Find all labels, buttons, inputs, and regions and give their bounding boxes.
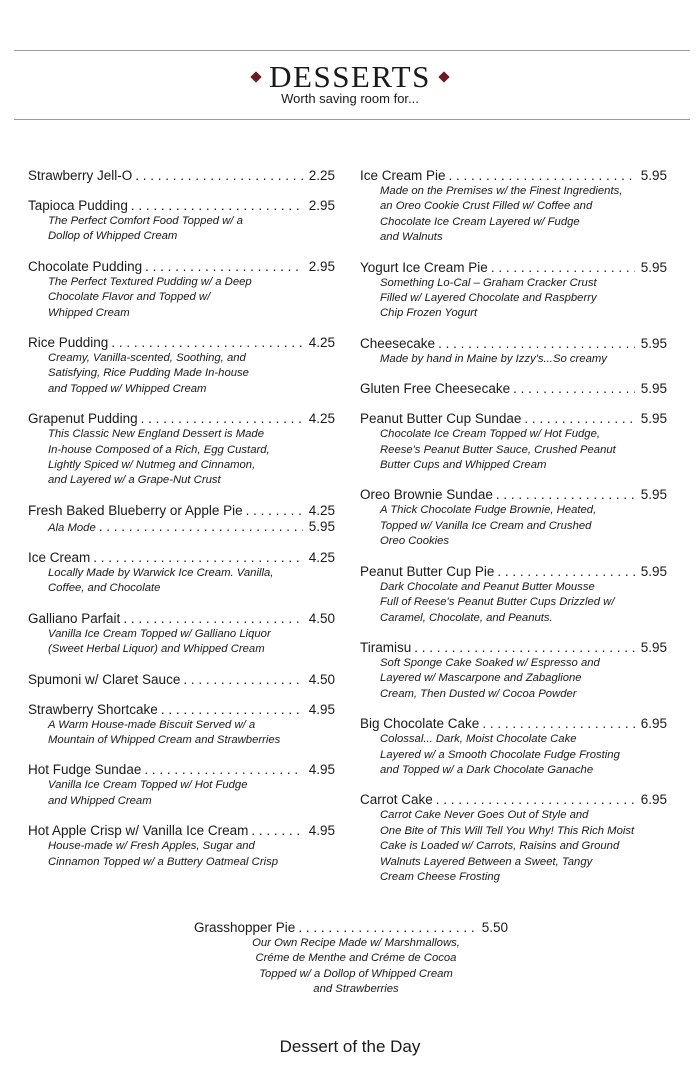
right-menu-column xyxy=(360,168,667,899)
dot-leader xyxy=(449,168,635,184)
desc-line: Creamy, Vanilla-scented, Soothing, and xyxy=(48,352,246,365)
item-name: Ice Cream Pie xyxy=(360,168,446,183)
dot-leader xyxy=(436,792,635,808)
menu-item-cheesecake xyxy=(360,336,667,367)
item-name: Tiramisu xyxy=(360,639,412,655)
item-row xyxy=(360,381,667,397)
top-divider xyxy=(14,50,690,51)
menu-item-spumoni-w-claret-sauce xyxy=(28,672,335,688)
item-price: 4.50 xyxy=(308,610,335,626)
dot-leader xyxy=(298,920,475,936)
item-description xyxy=(360,184,667,246)
item-row xyxy=(28,762,335,778)
desc-line: and Whipped Cream xyxy=(48,794,152,807)
item-name: Chocolate Pudding xyxy=(28,258,143,274)
menu-item-peanut-butter-cup-sundae xyxy=(360,411,667,473)
item-name: Ice Cream xyxy=(28,549,91,565)
menu-item-tapioca-pudding xyxy=(28,198,335,245)
page-subtitle: Worth saving room for... xyxy=(281,91,419,106)
item-description xyxy=(360,732,667,778)
item-row xyxy=(28,702,335,718)
desc-line: Chocolate Flavor and Topped w/ xyxy=(48,291,211,304)
item-row xyxy=(360,336,667,352)
menu-item-chocolate-pudding xyxy=(28,259,335,321)
menu-item-tiramisu xyxy=(360,640,667,702)
item-name: Carrot Cake xyxy=(360,792,433,808)
menu-item-grasshopper-pie xyxy=(194,920,508,998)
desc-line: Caramel, Chocolate, and Peanuts. xyxy=(380,611,553,624)
dot-leader xyxy=(496,487,635,503)
item-name: Strawberry Jell-O xyxy=(28,168,133,183)
desc-line: and Walnuts xyxy=(380,231,443,244)
dot-leader xyxy=(131,198,303,214)
item-name: Rice Pudding xyxy=(28,335,109,351)
dot-leader xyxy=(183,672,302,688)
menu-item-fresh-baked-blueberry-or-apple-pie xyxy=(28,503,335,536)
item-description xyxy=(28,275,335,321)
desc-line: and Strawberries xyxy=(313,983,399,996)
item-price: 4.50 xyxy=(308,671,335,687)
item-row xyxy=(360,640,667,656)
desc-line: Cream Cheese Frosting xyxy=(380,870,500,883)
item-row xyxy=(360,792,667,808)
item-row xyxy=(28,611,335,627)
item-price: 4.25 xyxy=(308,335,335,351)
item-description xyxy=(28,351,335,397)
item-name: Strawberry Shortcake xyxy=(28,701,158,717)
menu-item-strawberry-jell-o xyxy=(28,168,335,184)
item-row xyxy=(28,503,335,519)
menu-item-ice-cream xyxy=(28,550,335,597)
item-name: Hot Fudge Sundae xyxy=(28,762,142,778)
dot-leader xyxy=(513,381,635,397)
menu-item-strawberry-shortcake xyxy=(28,702,335,749)
desc-line: Locally Made by Warwick Ice Cream. Vanilla, xyxy=(48,566,274,579)
menu-item-rice-pudding xyxy=(28,335,335,397)
desc-line: Cream, Then Dusted w/ Cocoa Powder xyxy=(380,687,577,700)
item-row xyxy=(360,564,667,580)
bottom-divider xyxy=(14,119,690,120)
item-name: Big Chocolate Cake xyxy=(360,716,480,732)
item-name: Peanut Butter Cup Sundae xyxy=(360,411,522,427)
dot-leader xyxy=(246,503,303,519)
item-price: 4.95 xyxy=(308,823,335,839)
left-menu-column xyxy=(28,168,335,884)
item-price: 4.25 xyxy=(308,549,335,565)
desc-line: Soft Sponge Cake Soaked w/ Espresso and xyxy=(380,656,600,669)
desc-line: The Perfect Comfort Food Topped w/ a xyxy=(48,215,243,227)
menu-item-hot-fudge-sundae xyxy=(28,762,335,809)
item-price: 5.95 xyxy=(640,487,667,503)
item-description xyxy=(204,936,508,998)
dot-leader xyxy=(438,336,635,352)
item-description xyxy=(360,808,667,885)
dot-leader xyxy=(251,823,302,839)
desc-line: The Perfect Textured Pudding w/ a Deep xyxy=(48,275,252,288)
item-name: Oreo Brownie Sundae xyxy=(360,487,493,503)
item-description xyxy=(28,566,335,597)
item-row xyxy=(28,198,335,214)
item-row xyxy=(28,335,335,351)
desc-line: Oreo Cookies xyxy=(380,535,450,548)
item-row xyxy=(28,550,335,566)
menu-item-oreo-brownie-sundae xyxy=(360,487,667,549)
dessert-of-the-day: Dessert of the Day xyxy=(279,1037,421,1056)
desc-line: Whipped Cream xyxy=(48,306,130,319)
item-name: Galliano Parfait xyxy=(28,610,121,626)
desc-line: (Sweet Herbal Liquor) and Whipped Cream xyxy=(48,643,265,656)
item-alt-price: 5.95 xyxy=(308,518,335,534)
left-diamond-icon xyxy=(250,71,261,82)
desc-line: House-made w/ Fresh Apples, Sugar and xyxy=(48,840,255,853)
page-title: DESSERTS xyxy=(269,59,431,94)
desc-line: Our Own Recipe Made w/ Marshmallows, xyxy=(252,937,460,949)
dot-leader xyxy=(414,640,634,656)
item-row xyxy=(360,411,667,427)
item-price: 2.95 xyxy=(308,258,335,274)
desc-line: Coffee, and Chocolate xyxy=(48,582,161,595)
dot-leader xyxy=(144,762,302,778)
menu-item-carrot-cake xyxy=(360,792,667,885)
desc-line: Made on the Premises w/ the Finest Ingredients, xyxy=(380,185,623,197)
item-row xyxy=(28,823,335,839)
dot-leader xyxy=(482,716,634,732)
desc-line: Full of Reese's Peanut Butter Cups Drizzled w/ xyxy=(380,596,615,609)
desc-line: One Bite of This Will Tell You Why! This Rich Moist xyxy=(380,824,635,837)
item-price: 5.95 xyxy=(640,411,667,427)
desc-line: Layered w/ Mascarpone and Zabaglione xyxy=(380,672,582,685)
desc-line: Lightly Spiced w/ Nutmeg and Cinnamon, xyxy=(48,459,256,472)
menu-item-gluten-free-cheesecake xyxy=(360,381,667,397)
dot-leader xyxy=(491,260,635,276)
item-price: 5.95 xyxy=(640,563,667,579)
desc-line: Topped w/ a Dollop of Whipped Cream xyxy=(259,967,453,980)
desc-line: Satisfying, Rice Pudding Made In-house xyxy=(48,367,249,380)
item-price: 2.25 xyxy=(308,168,335,183)
desc-line: In-house Composed of a Rich, Egg Custard, xyxy=(48,443,270,456)
item-name: Grasshopper Pie xyxy=(194,920,296,935)
item-price: 5.95 xyxy=(640,335,667,351)
desc-line: and Topped w/ Whipped Cream xyxy=(48,382,207,395)
menu-item-ice-cream-pie xyxy=(360,168,667,246)
dot-leader xyxy=(135,168,302,184)
item-description xyxy=(28,427,335,489)
item-price: 5.95 xyxy=(640,381,667,397)
item-description xyxy=(360,580,667,626)
desc-line: Butter Cups and Whipped Cream xyxy=(380,459,547,472)
title-row xyxy=(0,60,700,94)
item-alt-name: Ala Mode xyxy=(48,521,96,534)
item-name: Peanut Butter Cup Pie xyxy=(360,563,495,579)
item-price: 5.95 xyxy=(640,259,667,275)
desc-line: Chip Frozen Yogurt xyxy=(380,307,478,320)
item-row xyxy=(360,260,667,276)
desc-line: Mountain of Whipped Cream and Strawberries xyxy=(48,733,281,746)
desc-line: an Oreo Cookie Crust Filled w/ Coffee and xyxy=(380,200,593,213)
desc-line: Chocolate Ice Cream Topped w/ Hot Fudge, xyxy=(380,428,600,441)
item-name: Hot Apple Crisp w/ Vanilla Ice Cream xyxy=(28,823,249,839)
item-description xyxy=(28,778,335,809)
desc-line: and Layered w/ a Grape-Nut Crust xyxy=(48,474,221,487)
desc-line: Something Lo-Cal – Graham Cracker Crust xyxy=(380,276,597,289)
menu-item-yogurt-ice-cream-pie xyxy=(360,260,667,322)
dot-leader xyxy=(111,335,302,351)
item-name: Fresh Baked Blueberry or Apple Pie xyxy=(28,502,243,518)
item-price: 4.95 xyxy=(308,762,335,778)
item-row xyxy=(360,716,667,732)
desc-line: Cake is Loaded w/ Carrots, Raisins and Ground xyxy=(380,840,620,853)
item-name: Spumoni w/ Claret Sauce xyxy=(28,671,181,687)
desc-line: Vanilla Ice Cream Topped w/ Galliano Liquor xyxy=(48,627,271,640)
menu-header xyxy=(0,60,700,106)
item-name: Tapioca Pudding xyxy=(28,198,128,213)
item-name: Gluten Free Cheesecake xyxy=(360,381,511,397)
item-description xyxy=(28,627,335,658)
item-description xyxy=(360,656,667,702)
item-row xyxy=(360,487,667,503)
item-description xyxy=(360,352,667,367)
item-price: 6.95 xyxy=(640,792,667,808)
dot-leader xyxy=(123,611,302,627)
desc-line: Reese's Peanut Butter Sauce, Crushed Peanut xyxy=(380,443,616,456)
item-row xyxy=(28,259,335,275)
desc-line: Layered w/ a Smooth Chocolate Fudge Frosting xyxy=(380,748,620,761)
desc-line: Cinnamon Topped w/ a Buttery Oatmeal Crisp xyxy=(48,855,279,868)
item-description xyxy=(28,214,335,245)
dot-leader xyxy=(524,411,634,427)
menu-item-hot-apple-crisp-w-vanilla-ice-cream xyxy=(28,823,335,870)
item-row xyxy=(28,672,335,688)
item-name: Cheesecake xyxy=(360,335,436,351)
desc-line: Walnuts Layered Between a Sweet, Tangy xyxy=(380,855,593,868)
desc-line: Dark Chocolate and Peanut Butter Mousse xyxy=(380,580,595,593)
menu-item-galliano-parfait xyxy=(28,611,335,658)
desc-line: Made by hand in Maine by Izzy's...So creamy xyxy=(380,352,607,365)
item-description xyxy=(28,839,335,870)
item-row xyxy=(28,411,335,427)
item-price: 6.95 xyxy=(640,716,667,732)
item-row xyxy=(28,168,335,184)
desc-line: Carrot Cake Never Goes Out of Style and xyxy=(380,809,589,822)
item-price: 5.50 xyxy=(481,920,508,935)
menu-item-peanut-butter-cup-pie xyxy=(360,564,667,626)
item-price: 5.95 xyxy=(640,639,667,655)
item-description xyxy=(360,503,667,549)
right-diamond-icon xyxy=(438,71,449,82)
item-price: 4.25 xyxy=(308,411,335,427)
item-description xyxy=(28,718,335,749)
desc-line: A Warm House-made Biscuit Served w/ a xyxy=(48,718,256,731)
dot-leader xyxy=(161,702,303,718)
item-price: 2.95 xyxy=(308,198,335,213)
desc-line: Créme de Menthe and Créme de Cocoa xyxy=(255,952,457,965)
item-description xyxy=(360,427,667,473)
dot-leader xyxy=(141,411,303,427)
item-price: 4.95 xyxy=(308,701,335,717)
dot-leader xyxy=(99,519,303,534)
dot-leader xyxy=(497,564,634,580)
desc-line: This Classic New England Dessert is Made xyxy=(48,428,264,441)
item-price: 4.25 xyxy=(308,502,335,518)
desc-line: Topped w/ Vanilla Ice Cream and Crushed xyxy=(380,519,592,532)
desc-line: Chocolate Ice Cream Layered w/ Fudge xyxy=(380,215,580,228)
menu-item-big-chocolate-cake xyxy=(360,716,667,778)
desc-line: and Topped w/ a Dark Chocolate Ganache xyxy=(380,763,594,776)
dot-leader xyxy=(93,550,302,566)
desc-line: Dollop of Whipped Cream xyxy=(48,230,178,243)
desc-line: A Thick Chocolate Fudge Brownie, Heated, xyxy=(380,504,597,517)
item-price: 5.95 xyxy=(640,168,667,183)
item-name: Grapenut Pudding xyxy=(28,411,138,427)
desc-line: Colossal... Dark, Moist Chocolate Cake xyxy=(380,733,577,746)
menu-item-grapenut-pudding xyxy=(28,411,335,489)
item-name: Yogurt Ice Cream Pie xyxy=(360,259,488,275)
item-description xyxy=(360,276,667,322)
dot-leader xyxy=(145,259,303,275)
item-alt-row xyxy=(28,519,335,536)
item-row xyxy=(360,168,667,184)
desc-line: Vanilla Ice Cream Topped w/ Hot Fudge xyxy=(48,779,248,792)
desc-line: Filled w/ Layered Chocolate and Raspberry xyxy=(380,292,597,305)
